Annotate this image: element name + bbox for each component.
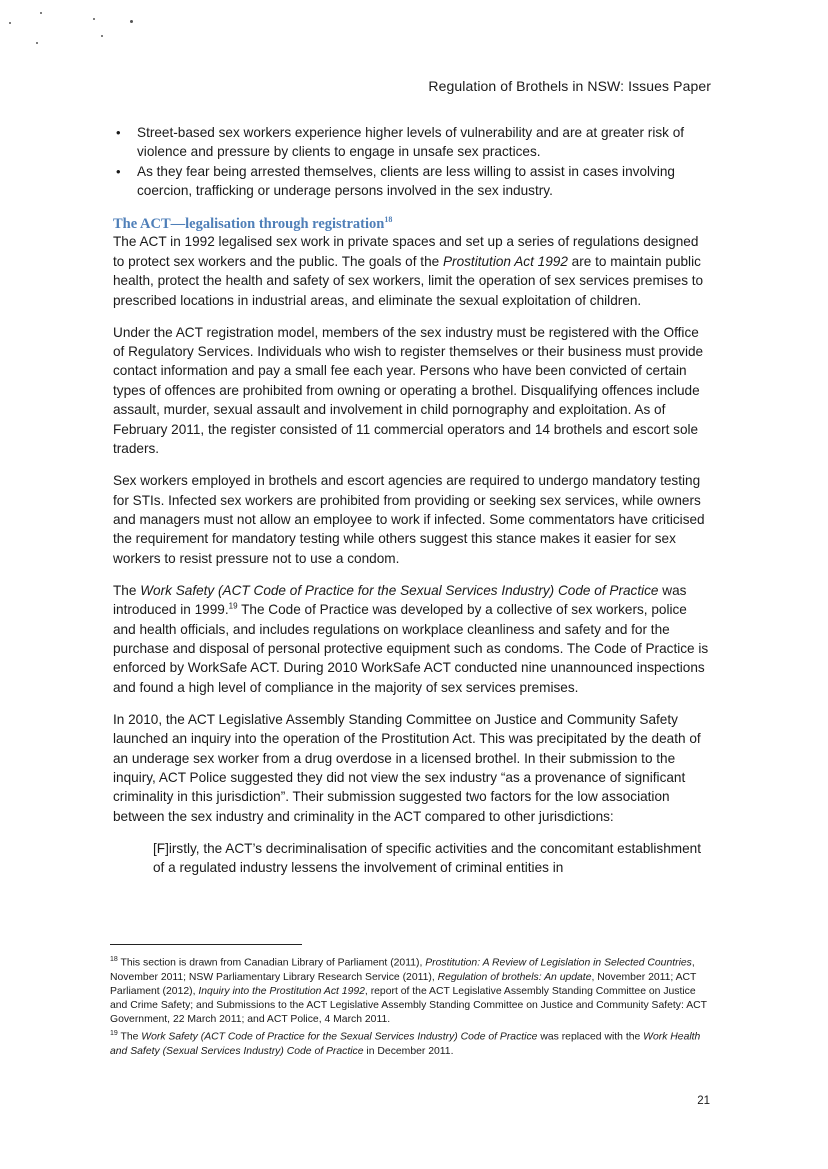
paragraph: The Work Safety (ACT Code of Practice for the Sexual Services Industry) Code of Practice was introduced in 1999.19 The Code of Practice was developed by a collective of sex workers, police and health officials, and includes regulations on workplace cleanliness and safety and for the purchase and disposal of personal protective equipment such as condoms. The Code of Practice is enforced by WorkSafe ACT. During 2010 WorkSafe ACT conducted nine unannounced inspections and found a high level of compliance in the majority of sex services premises. — [113, 582, 709, 695]
bullet-item — [113, 123, 713, 162]
paragraph: Sex workers employed in brothels and escort agencies are required to undergo mandatory testing for STIs. Infected sex workers are prohibited from providing or seeking sex services, while owners and managers must not allow an employee to work if infected. Some commentators have criticised the requirement for mandatory testing while others suggest this stance makes it easier for sex workers to resist pressure not to use a condom. — [113, 473, 705, 566]
body-text — [113, 123, 713, 878]
bullet-icon: • — [116, 163, 121, 179]
footnote-ref: 18 — [384, 214, 393, 224]
bullet-list — [113, 123, 713, 201]
footnotes — [110, 944, 714, 1059]
footnote-ref: 19 — [228, 601, 238, 611]
footnote-rule — [110, 944, 302, 945]
bullet-icon: • — [116, 125, 121, 140]
section-heading-text: The ACT—legalisation through registration — [113, 215, 385, 232]
bullet-text: As they fear being arrested themselves, clients are less willing to assist in cases involving coercion, trafficking or underage persons involved in the sex industry. — [137, 163, 675, 199]
block-quote: [F]irstly, the ACT’s decriminalisation of specific activities and the concomitant establishment of a regulated industry lessens the involvement of criminal entities in — [153, 840, 702, 876]
paragraph: Under the ACT registration model, members of the sex industry must be registered with the Office of Regulatory Services. Individuals who wish to register themselves or their business must provide contact information and pay a small fee each year. Persons who have been convicted of certain types of offences are prohibited from owning or operating a brothel. Disqualifying offences include assault, murder, sexual assault and involvement in child pornography and exploitation. As of February 2011, the register consisted of 11 commercial operators and 14 brothels and escort sole traders. — [113, 324, 704, 457]
section-heading — [113, 211, 713, 233]
footnote-19: $^{19}$ The Work Safety (ACT Code of Practice for the Sexual Services Industry) Code of Practice was replaced with the Work Health and Safety (Sexual Services Industry) Code of Practice in December 2011. — [110, 1030, 701, 1058]
paragraph: The ACT in 1992 legalised sex work in private spaces and set up a series of regulations designed to protect sex workers and the public. The goals of the Prostitution Act 1992 are to maintain public health, protect the health and safety of sex workers, limit the operation of sex services premises to prescribed locations in industrial areas, and eliminate the sexual exploitation of children. — [113, 234, 704, 308]
paragraph: In 2010, the ACT Legislative Assembly Standing Committee on Justice and Community Safety launched an inquiry into the operation of the Prostitution Act. This was precipitated by the death of an underage sex worker from a drug overdose in a licensed brothel. In their submission to the inquiry, ACT Police suggested they did not view the sex industry “as a provenance of significant criminality in this jurisdiction”. Their submission suggested two factors for the low association between the sex industry and criminality in the ACT compared to other jurisdictions: — [113, 711, 701, 824]
code-title: Work Safety (ACT Code of Practice for the Sexual Services Industry) Code of Practice — [140, 582, 659, 598]
page-number: 21 — [697, 1095, 710, 1107]
act-title: Prostitution Act 1992 — [442, 253, 568, 269]
bullet-item — [113, 162, 713, 201]
bullet-text: Street-based sex workers experience higher levels of vulnerability and are at greater risk of violence and pressure by clients to engage in unsafe sex practices. — [137, 125, 685, 160]
running-header: Regulation of Brothels in NSW: Issues Paper — [428, 78, 711, 94]
footnote-18: $^{18}$ This section is drawn from Canadian Library of Parliament (2011), Prostitution: A Review of Legislation in Selected Countries, November 2011; NSW Parliamentary Library Research Service (2011), Regulation of brothels: An update, November 2011; ACT Parliament (2012), Inquiry into the Prostitution Act 1992, report of the ACT Legislative Assembly Standing Committee on Justice and Crime Safety; and Submissions to the ACT Legislative Assembly Standing Committee on Justice and Community Safety: ACT Government, 22 March 2011; and ACT Police, 4 March 2011. — [110, 956, 707, 1026]
scan-specks — [0, 0, 160, 60]
